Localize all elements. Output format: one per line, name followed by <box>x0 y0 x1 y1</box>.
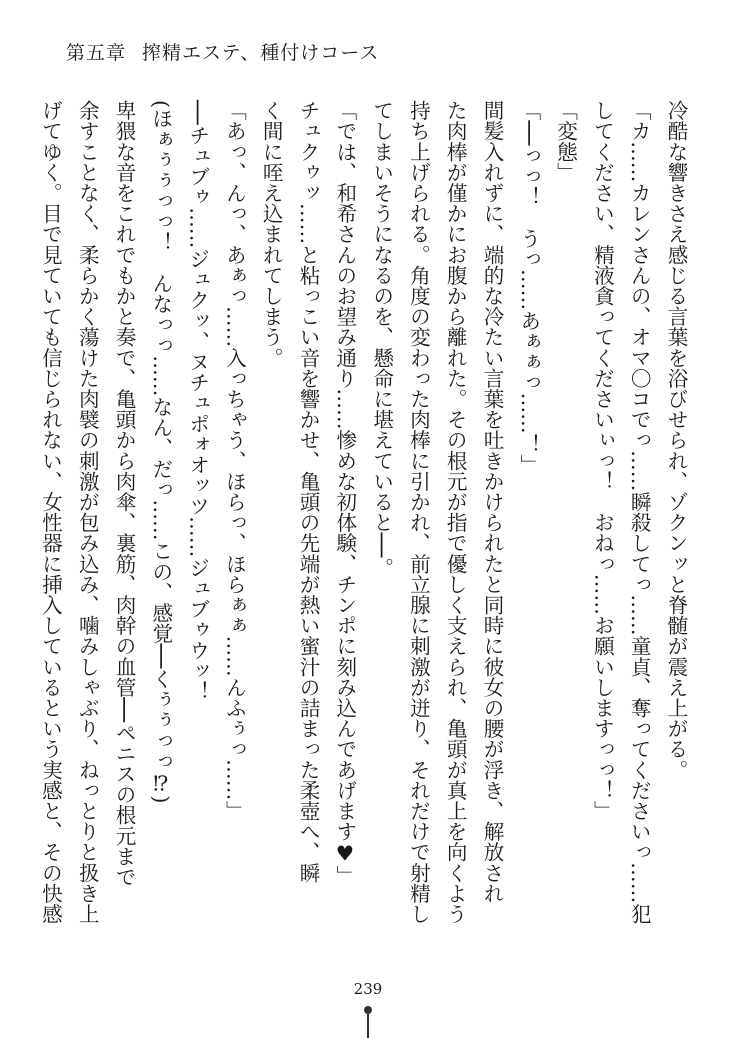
running-header <box>66 44 379 63</box>
text-line: 「あっ、んっ、あぁっ……入っちゃう、ほらっ、ほらぁぁ……んふぅっ……」 <box>222 100 247 821</box>
page-marker-pin-icon <box>364 1006 372 1038</box>
text-line: く間に咥え込まれてしまう。 <box>259 100 284 368</box>
text-line: 「カ……カレンさんの、オマ〇コでっ……瞬殺してっ……童貞、奪ってくださいっ……犯 <box>627 100 652 924</box>
text-line: た肉棒が僅かにお腹から離れた。その根元が指で優しく支えられ、亀頭が真上を向くよう <box>443 100 468 924</box>
text-line: チュクゥッ……と粘っこい音を響かせ、亀頭の先端が熱い蜜汁の詰まった柔壺へ、瞬 <box>296 100 321 883</box>
text-line: 持ち上げられる。角度の変わった肉棒に引かれ、前立腺に刺激が迸り、それだけで射精し <box>406 100 431 924</box>
text-line: げてゆく。目で見ていても信じられない、女性器に挿入しているという実感と、その快感 <box>38 100 63 924</box>
chapter-title: 搾精エステ、種付けコース <box>142 42 380 64</box>
text-line: してください、精液貪ってくださいぃっ！ おねっ……お願いしますっっ！」 <box>590 100 615 821</box>
page-number: 239 <box>353 980 383 998</box>
text-line: 冷酷な響きさえ感じる言葉を浴びせられ、ゾクンッと脊髄が震え上がる。 <box>664 100 688 780</box>
marker-dot <box>364 1006 372 1014</box>
text-line: ──チュブゥ……ジュクッ、ヌチュポォオッツ……ジュブゥウッ！ <box>185 100 210 702</box>
chapter-number: 第五章 <box>66 42 127 64</box>
text-line: 「──っっ！ うっ……あぁぁっ……！」 <box>516 100 541 475</box>
marker-stem <box>367 1014 369 1038</box>
text-line: (ほぁぅぅっっ！ んなっっ……なん、だっ……この、感覚──くぅぅっっ⁉) <box>148 100 173 804</box>
body-text <box>38 100 694 940</box>
text-line: 「では、和希さんのお望み通り……惨めな初体験、チンポに刻み込んであげます♥」 <box>332 100 357 887</box>
text-line: 間髪入れずに、端的な冷たい言葉を吐きかけられたと同時に彼女の腰が浮き、解放され <box>480 100 505 904</box>
text-line: 「変態」 <box>553 100 578 183</box>
text-line: 余すことなく、柔らかく蕩けた肉襞の刺激が包み込み、噛みしゃぶり、ねっとりと扱き上 <box>75 100 100 924</box>
text-line: てしまいそうになるのを、懸命に堪えていると──。 <box>369 100 394 578</box>
text-line: 卑猥な音をこれでもかと奏で、亀頭から肉傘、裏筋、肉幹の血管──ペニスの根元まで <box>112 100 137 887</box>
